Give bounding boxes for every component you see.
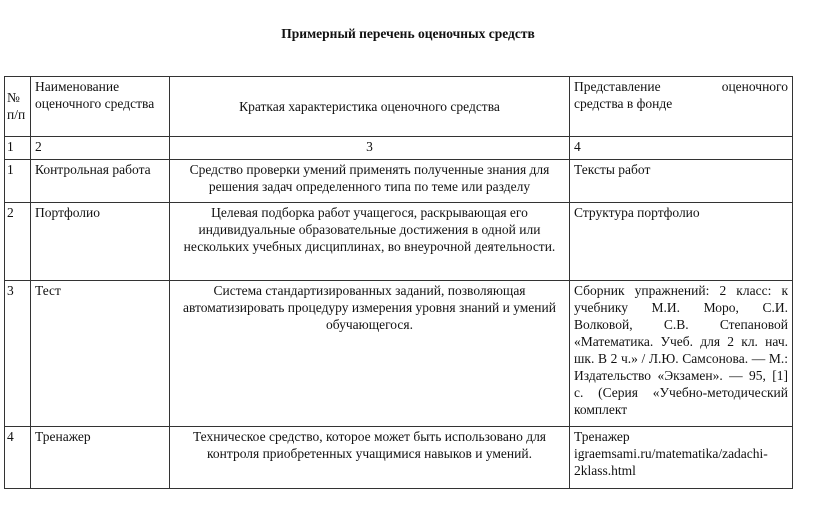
header-representation-word-2: оценочного: [721, 79, 788, 94]
row-representation: Сборник упражнений: 2 класс: к учебнику М.И. Моро, С.И. Волковой, С.В. Степановой «Математика. Учеб. для 2 кл. нач. шк. В 2 ч.» / Л.Ю. Самсонова. — М.: Издательство «Экзамен». — 95, [1] с. (Серия «Учебно-методический комплект: [570, 281, 793, 427]
header-representation-line-2: средства в фонде: [574, 96, 673, 111]
index-cell-3: 3: [170, 137, 570, 160]
header-name: Наименование оценочного средства: [31, 77, 170, 137]
row-representation: Структура портфолио: [570, 203, 793, 281]
table-row: [5, 281, 793, 427]
row-num: 2: [5, 203, 31, 281]
index-cell-1: 1: [5, 137, 31, 160]
header-representation-word-1: Представление: [574, 79, 661, 94]
table-row: [5, 160, 793, 203]
row-description: Целевая подборка работ учащегося, раскрывающая его индивидуальные образовательные достижения в одной или нескольких учебных дисциплинах, во внеурочной деятельности.: [170, 203, 570, 281]
assessment-tools-table: [4, 76, 793, 489]
row-representation: Тексты работ: [570, 160, 793, 203]
document-title: Примерный перечень оценочных средств: [281, 26, 535, 41]
header-description: Краткая характеристика оценочного средства: [170, 77, 570, 137]
row-num: 3: [5, 281, 31, 427]
header-representation: [570, 77, 793, 137]
row-representation: Тренажер igraemsami.ru/matematika/zadachi-2klass.html: [570, 427, 793, 489]
index-cell-4: 4: [570, 137, 793, 160]
table-row: [5, 203, 793, 281]
row-name: Тест: [31, 281, 170, 427]
row-name: Портфолио: [31, 203, 170, 281]
header-num: № п/п: [5, 77, 31, 137]
index-cell-2: 2: [31, 137, 170, 160]
row-name: Контрольная работа: [31, 160, 170, 203]
row-name: Тренажер: [31, 427, 170, 489]
row-num: 1: [5, 160, 31, 203]
row-description: Средство проверки умений применять полученные знания для решения задач определенного типа по теме или разделу: [170, 160, 570, 203]
row-num: 4: [5, 427, 31, 489]
row-description: Техническое средство, которое может быть использовано для контроля приобретенных учащимися навыков и умений.: [170, 427, 570, 489]
row-description: Система стандартизированных заданий, позволяющая автоматизировать процедуру измерения уровня знаний и умений обучающегося.: [170, 281, 570, 427]
table-header-row: [5, 77, 793, 137]
table-row: [5, 427, 793, 489]
column-index-row: [5, 137, 793, 160]
